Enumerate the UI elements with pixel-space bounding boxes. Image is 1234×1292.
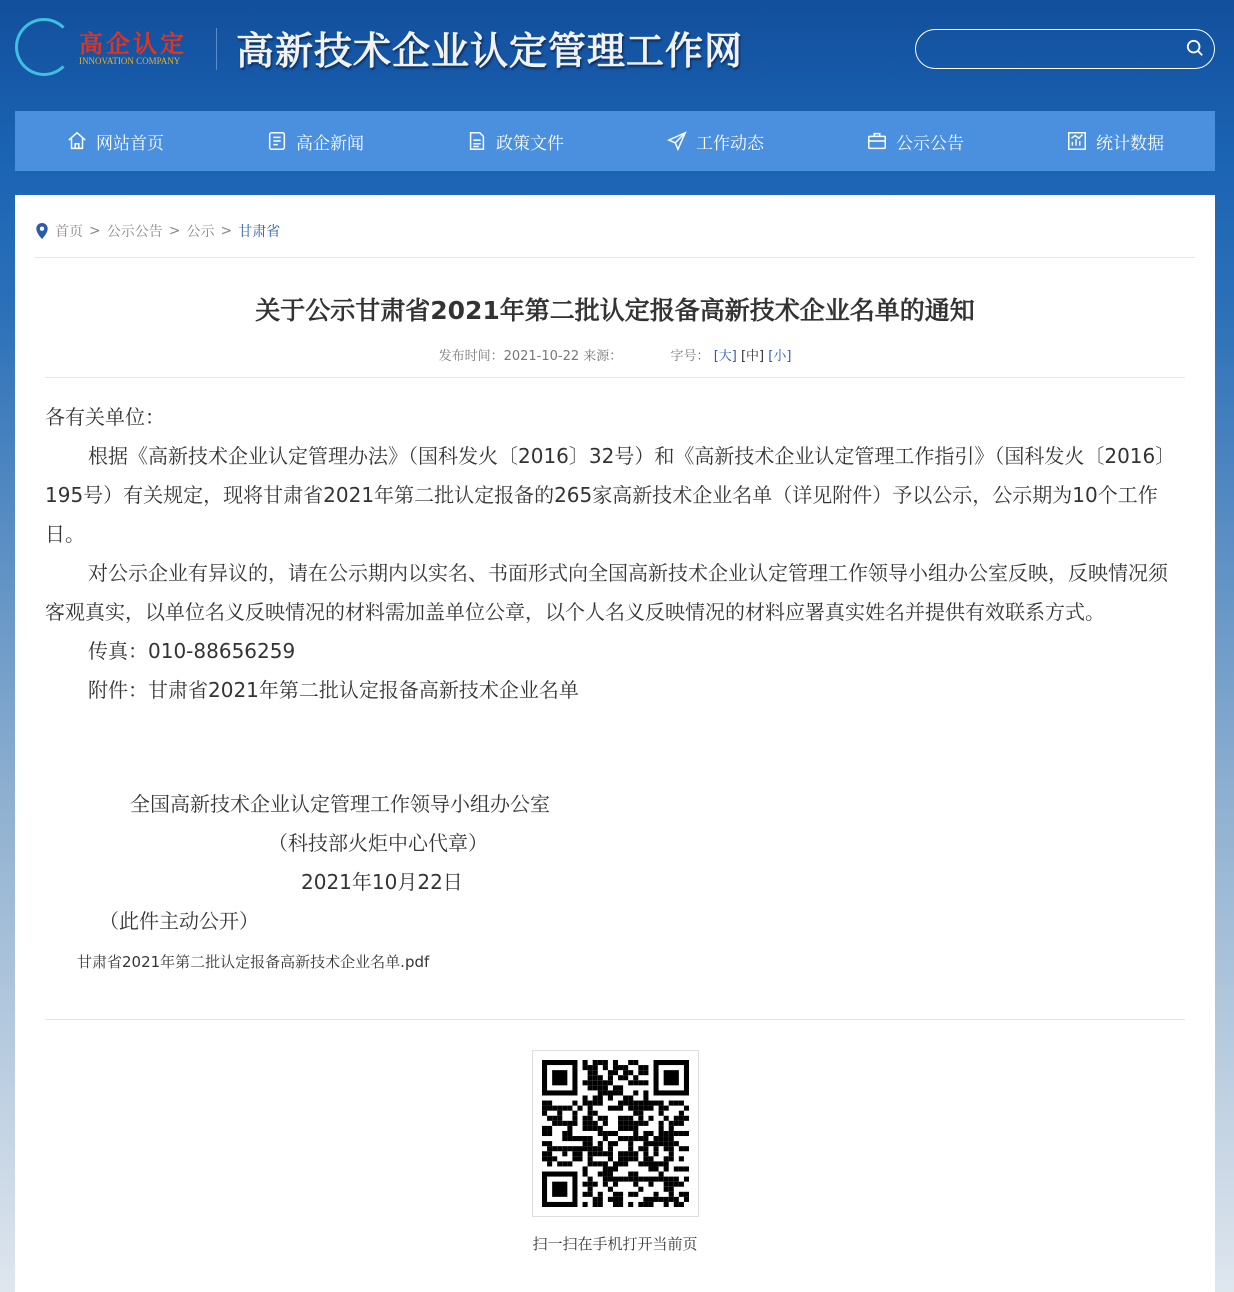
main-nav xyxy=(15,111,1215,171)
paper-plane-icon xyxy=(666,130,688,152)
qr-code-image xyxy=(542,1060,689,1207)
chart-icon xyxy=(1066,130,1088,152)
nav-label: 统计数据 xyxy=(1096,133,1164,154)
nav-label: 工作动态 xyxy=(696,133,764,154)
signature-proxy: （科技部火炬中心代章） xyxy=(268,831,488,855)
breadcrumb-sep: > xyxy=(220,223,233,239)
font-size-label: 字号： xyxy=(670,349,710,364)
document-icon xyxy=(466,130,488,152)
signature-org: 全国高新技术企业认定管理工作领导小组办公室 xyxy=(130,792,550,816)
nav-policy[interactable] xyxy=(415,111,615,171)
paragraph: 根据《高新技术企业认定管理办法》（国科发火〔2016〕32号）和《高新技术企业认定管理工作指引》（国科发火〔2016〕195号）有关规定，现将甘肃省2021年第二批认定报备的265家高新技术企业名单（详见附件）予以公示，公示期为10个工作日。 xyxy=(45,444,1176,546)
search-input[interactable] xyxy=(931,30,1181,68)
nav-label: 公示公告 xyxy=(896,133,964,154)
search-box xyxy=(915,29,1215,69)
public-note: （此件主动公开） xyxy=(99,909,259,933)
divider xyxy=(35,257,1195,258)
logo-text: 高企认定 xyxy=(79,30,187,58)
nav-label: 网站首页 xyxy=(96,133,164,154)
article-title: 关于公示甘肃省2021年第二批认定报备高新技术企业名单的通知 xyxy=(255,296,975,325)
content-panel xyxy=(15,195,1215,1292)
breadcrumb-public[interactable]: 公示 xyxy=(186,224,215,240)
qr-caption: 扫一扫在手机打开当前页 xyxy=(532,1235,698,1253)
font-medium-link[interactable]: [中] xyxy=(740,349,765,364)
breadcrumb-gansu[interactable]: 甘肃省 xyxy=(238,224,281,240)
home-icon xyxy=(66,130,88,152)
nav-notice[interactable] xyxy=(815,111,1015,171)
signature-date: 2021年10月22日 xyxy=(301,870,463,894)
location-pin-icon xyxy=(35,223,49,240)
breadcrumb-sep: > xyxy=(168,223,181,239)
breadcrumb-sep: > xyxy=(89,223,101,239)
breadcrumb-home[interactable]: 首页 xyxy=(55,224,83,240)
attachment-link[interactable]: 甘肃省2021年第二批认定报备高新技术企业名单.pdf xyxy=(77,953,430,971)
divider xyxy=(216,28,217,70)
paragraph: 对公示企业有异议的，请在公示期内以实名、书面形式向全国高新技术企业认定管理工作领导小组办公室反映，反映情况须客观真实，以单位名义反映情况的材料需加盖单位公章，以个人名义反映情况的材料应署真实姓名并提供有效联系方式。 xyxy=(45,561,1168,624)
divider xyxy=(45,1019,1185,1020)
nav-label: 高企新闻 xyxy=(296,133,364,154)
logo[interactable] xyxy=(15,16,200,76)
font-large-link[interactable]: [大] xyxy=(713,349,737,364)
publish-info: 发布时间：2021-10-22 来源： xyxy=(438,349,623,364)
salutation: 各有关单位： xyxy=(45,405,165,429)
nav-home[interactable] xyxy=(15,111,215,171)
fax-line: 传真：010-88656259 xyxy=(88,639,296,663)
nav-stats[interactable] xyxy=(1015,111,1215,171)
nav-label: 政策文件 xyxy=(496,133,564,154)
attachment-line: 附件：甘肃省2021年第二批认定报备高新技术企业名单 xyxy=(88,678,579,702)
breadcrumb-notice[interactable]: 公示公告 xyxy=(106,224,163,240)
header xyxy=(0,0,1234,111)
logo-subtext: INNOVATION COMPANY xyxy=(79,56,181,66)
logo-ring-icon xyxy=(15,18,73,76)
news-icon xyxy=(266,130,288,152)
nav-work[interactable] xyxy=(615,111,815,171)
article-meta xyxy=(15,345,1215,364)
breadcrumb xyxy=(35,221,280,241)
nav-news[interactable] xyxy=(215,111,415,171)
font-small-link[interactable]: [小] xyxy=(768,349,792,364)
article-body xyxy=(45,398,1185,710)
qr-code xyxy=(532,1050,699,1217)
divider xyxy=(45,377,1185,378)
search-icon[interactable] xyxy=(1186,39,1204,57)
site-title: 高新技术企业认定管理工作网 xyxy=(236,28,744,73)
briefcase-icon xyxy=(866,130,888,152)
